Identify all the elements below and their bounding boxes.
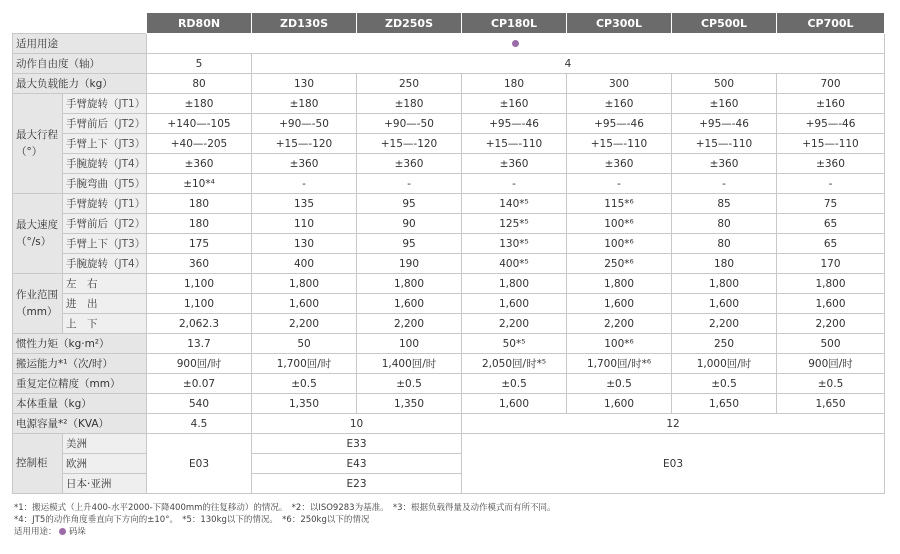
table-cell: 10 <box>252 414 462 434</box>
table-cell: 12 <box>462 414 885 434</box>
table-cell: 1,800 <box>462 274 567 294</box>
table-cell: ±180 <box>252 94 357 114</box>
model-header: CP300L <box>567 13 672 34</box>
table-cell: 50*⁵ <box>462 334 567 354</box>
table-cell: 1,600 <box>252 294 357 314</box>
range-row <box>13 294 885 314</box>
table-cell: ±180 <box>357 94 462 114</box>
table-cell: 1,000回/时 <box>672 354 777 374</box>
table-cell: 2,200 <box>672 314 777 334</box>
table-cell: ±360 <box>777 154 885 174</box>
sub-label <box>63 234 147 254</box>
table-cell: 1,700回/时*⁶ <box>567 354 672 374</box>
table-cell: 100*⁶ <box>567 214 672 234</box>
axis-name: 手臂旋转 <box>66 98 108 110</box>
table-cell: 1,350 <box>357 394 462 414</box>
row-label: 适用用途 <box>13 34 147 54</box>
table-cell: 50 <box>252 334 357 354</box>
table-cell: ±160 <box>777 94 885 114</box>
table-cell: +95—-46 <box>567 114 672 134</box>
axis-name: 手腕弯曲 <box>66 178 108 190</box>
table-cell: ±160 <box>462 94 567 114</box>
table-cell: - <box>252 174 357 194</box>
palletizing-dot-icon <box>512 40 519 47</box>
group-label: 控制柜 <box>13 434 63 494</box>
model-header: CP180L <box>462 13 567 34</box>
table-cell: ±360 <box>357 154 462 174</box>
table-cell: ±0.5 <box>357 374 462 394</box>
table-cell: +90—-50 <box>252 114 357 134</box>
table-cell: 65 <box>777 214 885 234</box>
purpose-row <box>13 34 885 54</box>
legend-item: 码垛 <box>68 527 86 537</box>
table-cell: 13.7 <box>147 334 252 354</box>
table-cell: 1,600 <box>462 394 567 414</box>
row-label: 最大负载能力（kg） <box>13 74 147 94</box>
speed-row <box>13 254 885 274</box>
table-cell: 500 <box>777 334 885 354</box>
table-cell: 1,600 <box>462 294 567 314</box>
table-cell: ±0.5 <box>252 374 357 394</box>
table-cell: 170 <box>777 254 885 274</box>
table-cell: ±360 <box>567 154 672 174</box>
row-label: 电源容量*²（KVA） <box>13 414 147 434</box>
table-cell: - <box>567 174 672 194</box>
header-row <box>13 13 885 34</box>
row-label: 惯性力矩（kg·m²） <box>13 334 147 354</box>
table-cell: 2,200 <box>567 314 672 334</box>
stroke-row <box>13 174 885 194</box>
sub-label <box>63 134 147 154</box>
table-cell: +15—-110 <box>462 134 567 154</box>
table-cell: 1,800 <box>252 274 357 294</box>
sub-label <box>63 174 147 194</box>
table-cell: 400 <box>252 254 357 274</box>
legend <box>14 526 555 538</box>
region-label: 欧洲 <box>63 454 147 474</box>
model-header: RD80N <box>147 13 252 34</box>
row-label: 本体重量（kg） <box>13 394 147 414</box>
table-cell: +140—-105 <box>147 114 252 134</box>
sub-label <box>63 194 147 214</box>
table-cell: 115*⁶ <box>567 194 672 214</box>
axis-code: （JT1） <box>108 198 146 210</box>
table-cell: ±160 <box>672 94 777 114</box>
table-cell: ±360 <box>147 154 252 174</box>
axis-name: 手臂前后 <box>66 118 108 130</box>
table-cell: 80 <box>672 234 777 254</box>
footnote-line: *1：搬运模式（上升400-水平2000-下降400mm的往复移动）的情况。 *2：以ISO9283为基准。 *3：根据负载得量及动作模式而有所不同。 <box>14 503 556 513</box>
table-cell: 250 <box>672 334 777 354</box>
table-cell: ±0.5 <box>567 374 672 394</box>
table-cell: 4.5 <box>147 414 252 434</box>
table-cell: 80 <box>147 74 252 94</box>
table-cell: 140*⁵ <box>462 194 567 214</box>
group-label: 最大行程（°） <box>13 94 63 194</box>
region-label: 美洲 <box>63 434 147 454</box>
table-cell: 1,700回/时 <box>252 354 357 374</box>
axis-code: （JT2） <box>108 118 146 130</box>
table-cell: ±0.5 <box>462 374 567 394</box>
table-cell: 1,800 <box>777 274 885 294</box>
table-cell: +15—-110 <box>567 134 672 154</box>
table-cell: 540 <box>147 394 252 414</box>
table-cell: 1,650 <box>777 394 885 414</box>
table-cell: +95—-46 <box>672 114 777 134</box>
model-header: CP500L <box>672 13 777 34</box>
axis-name: 手腕旋转 <box>66 158 108 170</box>
table-cell: 250*⁶ <box>567 254 672 274</box>
table-cell: 75 <box>777 194 885 214</box>
spec-table <box>12 12 885 494</box>
stroke-row <box>13 134 885 154</box>
table-cell: 2,050回/时*⁵ <box>462 354 567 374</box>
table-cell: - <box>462 174 567 194</box>
row-label: 重复定位精度（mm） <box>13 374 147 394</box>
range-row <box>13 274 885 294</box>
table-cell: 1,800 <box>672 274 777 294</box>
table-cell: 5 <box>147 54 252 74</box>
axis-name: 手臂旋转 <box>66 198 108 210</box>
table-cell: E23 <box>252 474 462 494</box>
purpose-cell <box>147 34 885 54</box>
table-cell: +95—-46 <box>462 114 567 134</box>
axis-code: （JT4） <box>108 158 146 170</box>
table-cell: 100 <box>357 334 462 354</box>
table-cell: 2,200 <box>462 314 567 334</box>
model-header: CP700L <box>777 13 885 34</box>
capacity-row <box>13 354 885 374</box>
speed-row <box>13 194 885 214</box>
table-cell: 1,600 <box>672 294 777 314</box>
table-cell: - <box>672 174 777 194</box>
table-cell: 125*⁵ <box>462 214 567 234</box>
palletizing-dot-icon <box>59 528 66 535</box>
axis-code: （JT3） <box>108 238 146 250</box>
axis-name: 手腕旋转 <box>66 258 108 270</box>
model-header: ZD130S <box>252 13 357 34</box>
region-label: 日本·亚洲 <box>63 474 147 494</box>
table-cell: 400*⁵ <box>462 254 567 274</box>
speed-row <box>13 234 885 254</box>
table-cell: 700 <box>777 74 885 94</box>
sub-label <box>63 214 147 234</box>
sub-label <box>63 254 147 274</box>
table-cell: 1,800 <box>567 274 672 294</box>
table-cell: E33 <box>252 434 462 454</box>
table-cell: 2,200 <box>252 314 357 334</box>
row-label: 搬运能力*¹（次/时） <box>13 354 147 374</box>
table-cell: 100*⁶ <box>567 234 672 254</box>
table-cell: 900回/时 <box>147 354 252 374</box>
power-row <box>13 414 885 434</box>
axis-code: （JT3） <box>108 138 146 150</box>
table-cell: 250 <box>357 74 462 94</box>
table-cell: 900回/时 <box>777 354 885 374</box>
table-cell: ±0.07 <box>147 374 252 394</box>
table-cell: 110 <box>252 214 357 234</box>
table-cell: 95 <box>357 194 462 214</box>
model-header: ZD250S <box>357 13 462 34</box>
table-cell: 1,600 <box>777 294 885 314</box>
table-cell: 300 <box>567 74 672 94</box>
footnote-line: *4：JT5的动作角度垂直向下方向的±10°。 *5：130kg以下的情况。 *6：250kg以下的情况 <box>14 515 370 525</box>
table-cell: 1,800 <box>357 274 462 294</box>
axis-code: （JT2） <box>108 218 146 230</box>
footnotes <box>14 502 555 538</box>
table-cell: 1,100 <box>147 274 252 294</box>
table-cell: 2,062.3 <box>147 314 252 334</box>
table-cell: 95 <box>357 234 462 254</box>
table-cell: +95—-46 <box>777 114 885 134</box>
table-cell: 180 <box>672 254 777 274</box>
table-cell: 85 <box>672 194 777 214</box>
stroke-row <box>13 94 885 114</box>
dof-row <box>13 54 885 74</box>
table-cell: 190 <box>357 254 462 274</box>
table-cell: 1,100 <box>147 294 252 314</box>
table-cell: 1,600 <box>357 294 462 314</box>
sub-label: 进 出 <box>63 294 147 314</box>
table-cell: 1,400回/时 <box>357 354 462 374</box>
group-label: 最大速度（°/s） <box>13 194 63 274</box>
table-cell: 130 <box>252 74 357 94</box>
stroke-row <box>13 114 885 134</box>
axis-code: （JT5） <box>108 178 146 190</box>
table-cell: +15—-120 <box>252 134 357 154</box>
table-cell: - <box>357 174 462 194</box>
table-cell: 130*⁵ <box>462 234 567 254</box>
table-cell: ±0.5 <box>672 374 777 394</box>
table-cell: ±180 <box>147 94 252 114</box>
group-label: 作业范围（mm） <box>13 274 63 334</box>
table-cell: 2,200 <box>357 314 462 334</box>
table-cell: - <box>777 174 885 194</box>
weight-row <box>13 394 885 414</box>
axis-name: 手臂前后 <box>66 218 108 230</box>
sub-label: 上 下 <box>63 314 147 334</box>
table-cell: ±0.5 <box>777 374 885 394</box>
row-label: 动作自由度（轴） <box>13 54 147 74</box>
table-cell: +15—-110 <box>777 134 885 154</box>
table-cell: E43 <box>252 454 462 474</box>
table-cell: 4 <box>252 54 885 74</box>
table-cell: 180 <box>147 194 252 214</box>
table-cell: 130 <box>252 234 357 254</box>
table-cell: 135 <box>252 194 357 214</box>
header-blank <box>13 13 147 34</box>
payload-row <box>13 74 885 94</box>
legend-label: 适用用途： <box>14 527 57 537</box>
sub-label: 左 右 <box>63 274 147 294</box>
table-cell: ±160 <box>567 94 672 114</box>
table-cell: +90—-50 <box>357 114 462 134</box>
table-cell: ±360 <box>252 154 357 174</box>
table-cell: ±360 <box>672 154 777 174</box>
table-cell: 180 <box>462 74 567 94</box>
stroke-row <box>13 154 885 174</box>
sub-label <box>63 154 147 174</box>
controller-row <box>13 434 885 454</box>
table-cell: 360 <box>147 254 252 274</box>
sub-label <box>63 114 147 134</box>
axis-code: （JT1） <box>108 98 146 110</box>
table-cell: 500 <box>672 74 777 94</box>
table-cell: +15—-110 <box>672 134 777 154</box>
table-cell: 1,350 <box>252 394 357 414</box>
table-cell: 175 <box>147 234 252 254</box>
sub-label <box>63 94 147 114</box>
table-cell: 1,600 <box>567 394 672 414</box>
table-cell: 1,650 <box>672 394 777 414</box>
repeat-row <box>13 374 885 394</box>
table-cell: ±10*⁴ <box>147 174 252 194</box>
table-cell: 65 <box>777 234 885 254</box>
table-cell: E03 <box>462 434 885 494</box>
speed-row <box>13 214 885 234</box>
table-cell: +40—-205 <box>147 134 252 154</box>
table-cell: 80 <box>672 214 777 234</box>
table-cell: 90 <box>357 214 462 234</box>
table-cell: E03 <box>147 434 252 494</box>
axis-code: （JT4） <box>108 258 146 270</box>
axis-name: 手臂上下 <box>66 138 108 150</box>
table-cell: +15—-120 <box>357 134 462 154</box>
inertia-row <box>13 334 885 354</box>
axis-name: 手臂上下 <box>66 238 108 250</box>
table-cell: 180 <box>147 214 252 234</box>
table-cell: 100*⁶ <box>567 334 672 354</box>
table-cell: 1,600 <box>567 294 672 314</box>
table-cell: 2,200 <box>777 314 885 334</box>
table-cell: ±360 <box>462 154 567 174</box>
range-row <box>13 314 885 334</box>
